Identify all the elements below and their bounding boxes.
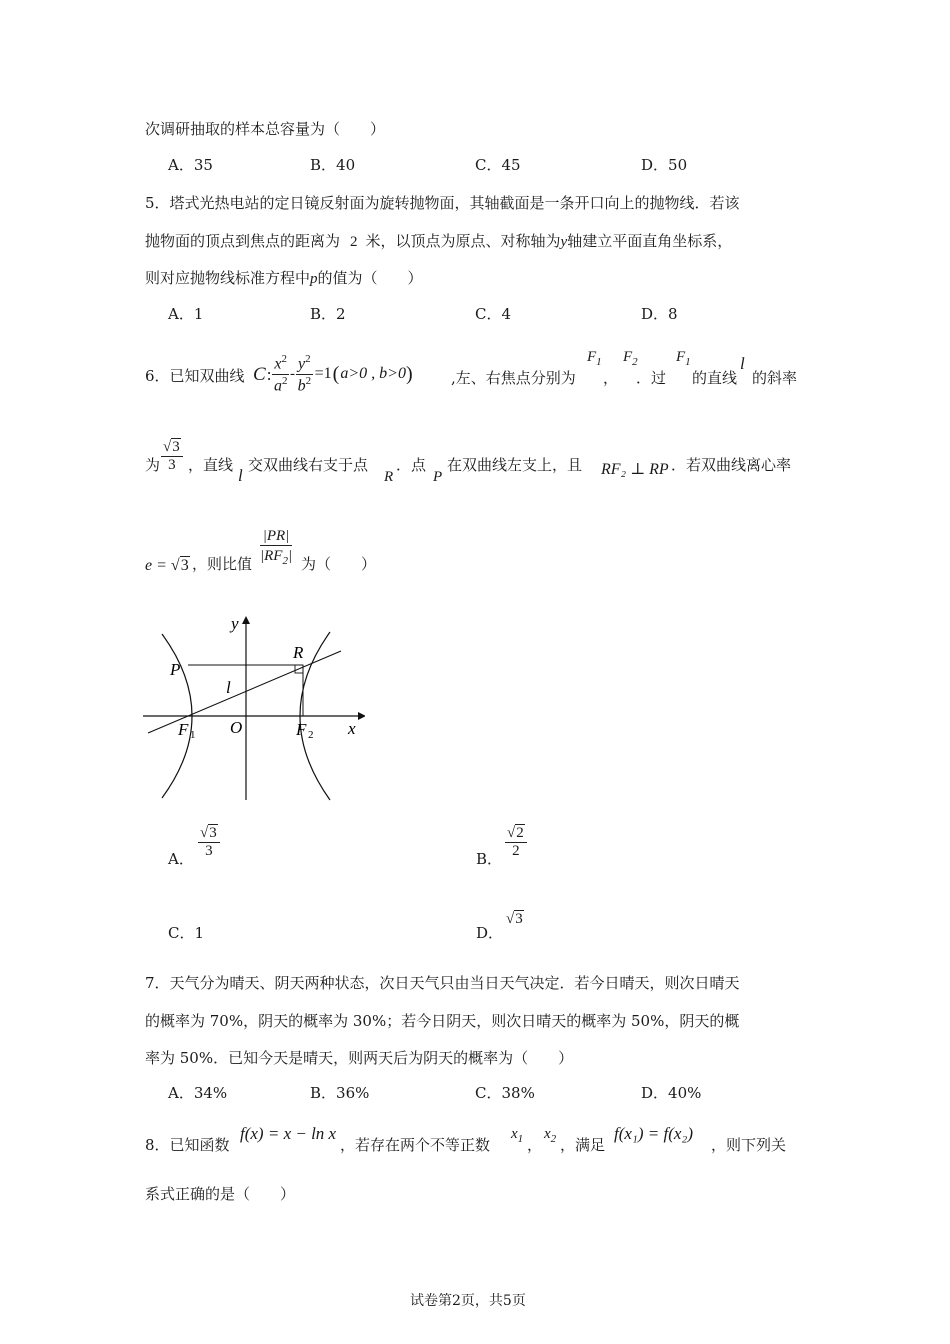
q5-option-b: B．2	[310, 305, 346, 323]
q6-prefix: 6．已知双曲线	[145, 367, 245, 385]
q6-line2-c: ．点	[396, 456, 427, 474]
q4-option-d: D．50	[641, 156, 688, 174]
label-f1-sub: 1	[190, 729, 196, 741]
q6-l-var-2: l	[238, 466, 243, 485]
q6-p-var: P	[433, 469, 443, 485]
q6-line2-b: 交双曲线右支于点	[248, 456, 369, 474]
q5-option-a: A．1	[168, 305, 204, 323]
q6-wei: 为	[145, 456, 161, 474]
q6-f1-label: $F_1$	[587, 349, 602, 368]
label-f2: F	[296, 720, 307, 739]
q6-line3-b: 为（ ）	[301, 555, 377, 573]
label-y: y	[231, 614, 239, 633]
q4-option-a: A．35	[168, 156, 213, 174]
q5-line1: 5．塔式光热电站的定日镜反射面为旋转抛物面，其轴截面是一条开口向上的抛物线．若该	[145, 194, 740, 212]
q8-satisfy: ，满足	[560, 1136, 606, 1154]
label-f1: F	[178, 720, 189, 739]
q6-slope-fraction: $\frac{√3}{3}$	[161, 440, 183, 473]
hyperbola-diagram	[140, 612, 365, 804]
q5-line3: 则对应抛物线标准方程中p的值为（ ）	[145, 269, 423, 287]
q7-line2: 的概率为 70%，阴天的概率为 30%；若今日阴天，则次日晴天的概率为 50%，阴天的概	[145, 1012, 740, 1030]
q6-line3-a: ，则比值	[192, 555, 253, 573]
q6-ratio-fraction: $\frac{|PR|}{|RF_2|}$	[260, 528, 293, 567]
q8-line2: 系式正确的是（ ）	[145, 1185, 296, 1203]
q8-mid: ，若存在两个不等正数	[340, 1136, 491, 1154]
q6-r-var: R	[384, 469, 394, 485]
q6-guo: ．过	[636, 369, 667, 387]
q8-prefix: 8．已知函数	[145, 1136, 230, 1154]
q5-line2: 抛物面的顶点到焦点的距离为 2 米，以顶点为原点、对称轴为y轴建立平面直角坐标系，	[145, 232, 733, 250]
q4-option-b: B．40	[310, 156, 356, 174]
q6-option-b-value: $\frac{√2}{2}$	[505, 826, 527, 859]
page-footer: 试卷第2页，共5页	[410, 1293, 526, 1309]
q8-equation: f(x₁) = f(x₂)	[614, 1124, 693, 1143]
q6-line2-a: ，直线	[188, 456, 234, 474]
x-axis-arrow	[358, 712, 365, 720]
q6-hyperbola-equation: C : $\frac{x^2}{a^2}$ - $\frac{y^2}{b^2}$ =1 ( a>0 , b>0 )	[253, 353, 413, 394]
q6-line2-d: 在双曲线左支上，且	[447, 456, 583, 474]
q8-x1: $x_1$	[511, 1126, 524, 1145]
q7-line3: 率为 50%．已知今天是晴天，则两天后为阴天的概率为（ ）	[145, 1049, 574, 1067]
q7-option-d: D．40%	[641, 1084, 702, 1102]
q7-line1: 7．天气分为晴天、阴天两种状态，次日天气只由当日天气决定．若今日晴天，则次日晴天	[145, 974, 740, 992]
q6-f2-label: $F_2$	[623, 349, 638, 368]
q8-function: f(x) = x − ln x	[240, 1124, 337, 1143]
q7-option-b: B．36%	[310, 1084, 370, 1102]
q4-option-c: C．45	[475, 156, 521, 174]
q5-option-d: D．8	[641, 305, 678, 323]
q6-slope-text: 的斜率	[752, 369, 798, 387]
q6-f1-label-2: $F_1$	[676, 349, 691, 368]
label-o: O	[230, 718, 243, 737]
q7-option-c: C．38%	[475, 1084, 535, 1102]
label-r: R	[293, 643, 304, 662]
q6-option-d-value: √3	[506, 911, 523, 927]
q6-eccentricity: e = √3	[145, 557, 189, 574]
q5-option-c: C．4	[475, 305, 512, 323]
q6-option-d-label: D．	[476, 924, 504, 942]
q6-option-a-label: A．	[168, 850, 194, 868]
q6-line-text: 的直线	[692, 369, 738, 387]
q6-option-b-label: B．	[476, 850, 503, 868]
q8-x2: $x_2$	[544, 1126, 557, 1145]
label-p: P	[170, 660, 181, 679]
y-axis-arrow	[242, 616, 250, 624]
q6-line2-e: ．若双曲线离心率	[671, 456, 792, 474]
q6-option-a-value: $\frac{√3}{3}$	[198, 826, 220, 859]
q4-tail-text: 次调研抽取的样本总容量为（ ）	[145, 120, 386, 138]
q6-after: ,左、右焦点分别为	[451, 369, 576, 387]
q8-sep: ，	[527, 1136, 543, 1154]
label-x: x	[348, 719, 356, 738]
q6-comma: ，	[603, 369, 619, 387]
q8-tail: ，则下列关	[711, 1136, 787, 1154]
q7-option-a: A．34%	[168, 1084, 228, 1102]
q6-perp-condition: RF₂ ⊥ RP	[601, 461, 669, 478]
label-l: l	[226, 678, 231, 697]
label-f2-sub: 2	[308, 729, 314, 741]
q6-l-var: l	[740, 354, 745, 373]
q6-option-c: C．1	[168, 924, 205, 942]
